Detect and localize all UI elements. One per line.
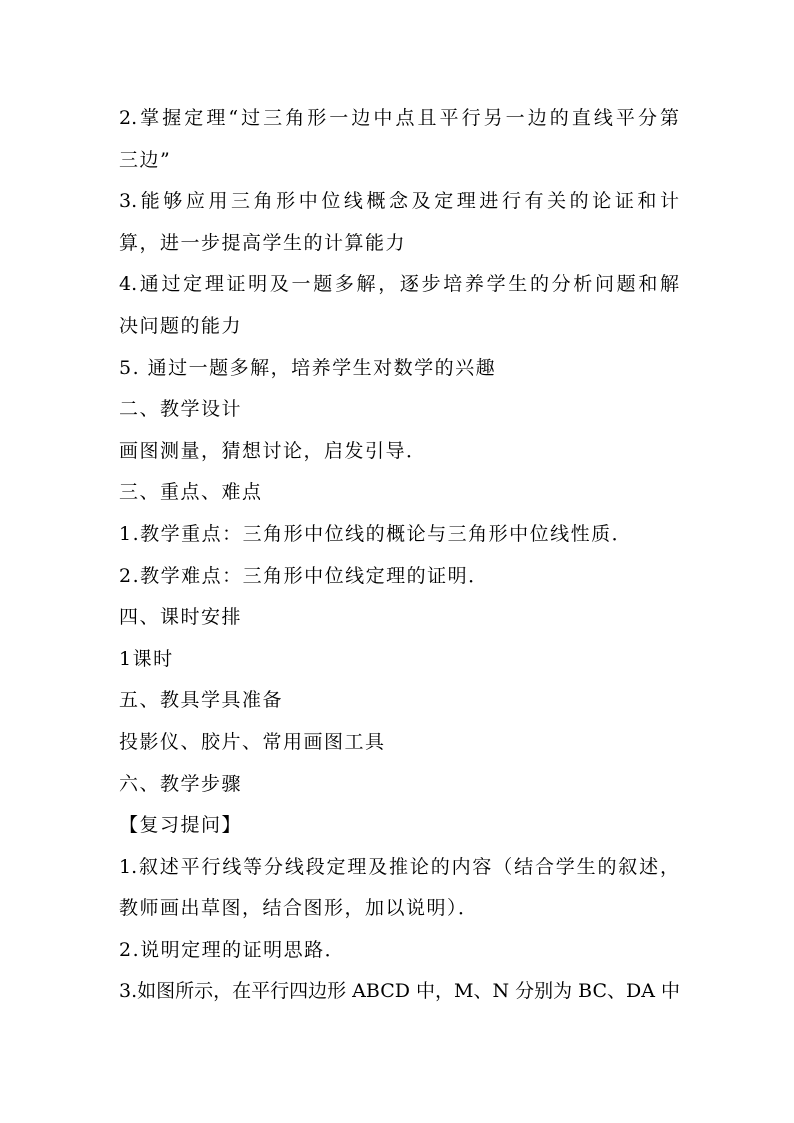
schedule-text: 1课时: [119, 647, 174, 670]
review-question-1-line-2: 教师画出草图，结合图形，加以说明）．: [119, 897, 479, 920]
key-point-2: 2.教学难点：三角形中位线定理的证明．: [119, 564, 489, 587]
section-heading-materials: 五、教具学具准备: [119, 689, 284, 712]
objective-4-line-2: 决问题的能力: [119, 314, 243, 337]
section-heading-schedule: 四、课时安排: [119, 606, 243, 629]
key-point-1: 1.教学重点：三角形中位线的概论与三角形中位线性质．: [119, 522, 633, 545]
teaching-design-text: 画图测量，猜想讨论，启发引导．: [119, 439, 427, 462]
objective-2-line-2: 三边”: [119, 148, 172, 171]
objective-2-line-1: 2.掌握定理“过三角形一边中点且平行另一边的直线平分第: [119, 107, 679, 129]
objective-5: 5. 通过一题多解，培养学生对数学的兴趣: [119, 356, 497, 379]
section-heading-teaching-design: 二、教学设计: [119, 398, 243, 421]
section-heading-key-points: 三、重点、难点: [119, 481, 263, 504]
objective-3-line-1: 3.能够应用三角形中位线概念及定理进行有关的论证和计: [119, 190, 679, 213]
review-question-3-line-1: 3.如图所示，在平行四边形 ABCD 中，M、N 分别为 BC、DA 中: [119, 980, 681, 1003]
section-heading-steps: 六、教学步骤: [119, 772, 243, 795]
review-question-2: 2.说明定理的证明思路．: [119, 938, 346, 961]
review-question-1-line-1: 1.叙述平行线等分线段定理及推论的内容（结合学生的叙述，: [119, 855, 679, 878]
materials-text: 投影仪、胶片、常用画图工具: [119, 730, 386, 753]
review-questions-heading: 【复习提问】: [119, 814, 243, 837]
objective-3-line-2: 算，进一步提高学生的计算能力: [119, 231, 407, 254]
document-body: [119, 98, 679, 1013]
objective-4-line-1: 4.通过定理证明及一题多解，逐步培养学生的分析问题和解: [119, 273, 679, 296]
